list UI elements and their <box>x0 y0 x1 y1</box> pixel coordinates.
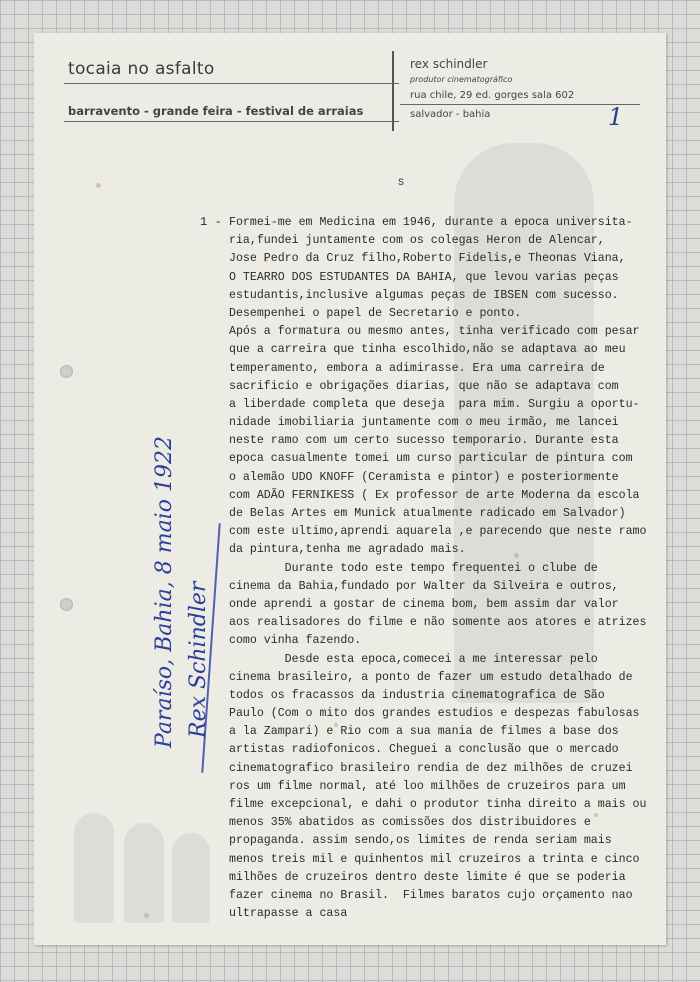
letterhead-divider <box>392 51 394 131</box>
watermark-shape <box>74 813 114 923</box>
foxing-spot <box>144 913 149 918</box>
body-line: Durante todo este tempo frequentei o clube de <box>229 561 598 575</box>
body-line: que a carreira que tinha escolhido,não se adaptava ao meu <box>229 343 626 357</box>
foxing-spot <box>96 183 101 188</box>
handwritten-note-place-date: Paraíso, Bahia, 8 maio 1922 <box>152 436 177 748</box>
body-line: com ADÃO FERNIKESS ( Ex professor de arte Moderna da escola <box>229 488 640 502</box>
body-line: a la Zampari) e Rio com a sua mania de filmes a base dos <box>229 725 619 739</box>
body-line: estudantis,inclusive algumas peças de IBSEN com sucesso. <box>229 288 619 302</box>
letterhead-name: rex schindler <box>410 57 488 71</box>
handwritten-signature: Rex Schindler <box>186 581 211 738</box>
body-line: neste ramo com um certo sucesso temporario. Durante esta <box>229 434 619 448</box>
body-line: cinema brasileiro, a ponto de fazer um estudo detalhado de <box>229 670 633 684</box>
body-line: Desempenhei o papel de Secretario e ponto. <box>229 306 522 320</box>
body-line: nidade imobiliaria juntamente com o meu irmão, me lancei <box>229 416 619 430</box>
body-line: Formei-me em Medicina em 1946, durante a epoca universita- <box>229 216 633 229</box>
body-text <box>229 214 646 923</box>
letter-sheet <box>34 33 666 945</box>
page-mark: S <box>398 178 405 189</box>
letterhead-subtitle: barravento - grande feira - festival de arraias <box>68 104 364 118</box>
body-line: cinematografico brasileiro rendia de dez milhões de cruzei <box>229 761 633 775</box>
letterhead-address: rua chile, 29 ed. gorges sala 602 <box>410 90 575 101</box>
body-line: epoca casualmente tomei um curso particular de pintura com <box>229 452 633 466</box>
body-line: de Belas Artes em Munick atualmente radicado em Salvador) <box>229 507 626 520</box>
body-line: ros um filme normal, até loo milhões de cruzeiros para um <box>229 779 626 793</box>
punch-hole <box>60 365 73 378</box>
body-line: sacrificio e obrigações diarias, que não se adaptava com <box>229 379 619 393</box>
body-line: Jose Pedro da Cruz filho,Roberto Fidelis,e Theonas Viana, <box>229 252 626 266</box>
watermark-shape <box>124 823 164 923</box>
body-line: propaganda. assim sendo,os limites de renda seriam mais <box>229 834 612 848</box>
body-line: todos os fracassos da industria cinematografica de São <box>229 688 605 702</box>
body-line: ria,fundei juntamente com os colegas Heron de Alencar, <box>229 234 605 248</box>
watermark-shape <box>172 833 210 923</box>
punch-hole <box>60 598 73 611</box>
body-line: Paulo (Com o mito dos grandes estudios e despezas fabulosas <box>229 707 640 721</box>
body-line: cinema da Bahia,fundado por Walter da Silveira e outros, <box>229 579 619 593</box>
body-line: ultrapasse a casa <box>229 907 348 921</box>
letterhead-rule <box>400 104 640 105</box>
body-line: filme excepcional, e dahi o produtor tinha direito a mais ou <box>229 798 647 811</box>
body-line: onde aprendi a gostar de cinema bom, bem assim dar valor <box>229 597 619 611</box>
letterhead-rule <box>64 83 399 84</box>
body-line: O TEARRO DOS ESTUDANTES DA BAHIA, que levou varias peças <box>229 270 619 284</box>
item-number: 1 - <box>200 215 222 229</box>
letterhead-title: tocaia no asfalto <box>68 59 215 79</box>
body-line: menos treis mil e quinhentos mil cruzeiros a trinta e cinco <box>229 852 640 866</box>
body-line: Após a formatura ou mesmo antes, tinha verificado com pesar <box>229 325 640 339</box>
page-number: 1 <box>608 103 624 131</box>
body-line: fazer cinema no Brasil. Filmes baratos cujo orçamento nao <box>229 888 633 902</box>
body-line: artistas radiofonicos. Cheguei a conclusão que o mercado <box>229 743 619 757</box>
body-line: da pintura,tenha me agradado mais. <box>229 543 466 557</box>
letterhead-role: produtor cinematográfico <box>410 75 513 84</box>
body-line: menos 35% abatidos as comissões dos distribuidores e <box>229 816 591 830</box>
body-line: a liberdade completa que deseja para mim. Surgiu a oportu- <box>229 397 640 411</box>
body-line: como vinha fazendo. <box>229 634 362 648</box>
letterhead-rule <box>64 121 399 122</box>
body-line: aos realisadores do filme e não somente aos atores e atrizes <box>229 616 647 630</box>
body-line: o alemão UDO KNOFF (Ceramista e pintor) e posteriormente <box>229 470 619 484</box>
body-line: com este ultimo,aprendi aquarela ,e parecendo que neste ramo <box>229 525 647 539</box>
body-line: milhões de cruzeiros dentro deste limite é que se poderia <box>229 870 626 884</box>
body-line: Desde esta epoca,comecei a me interessar pelo <box>229 652 598 666</box>
letterhead-city: salvador - bahia <box>410 109 491 120</box>
body-line: temperamento, embora a adimirasse. Era uma carreira de <box>229 361 605 375</box>
